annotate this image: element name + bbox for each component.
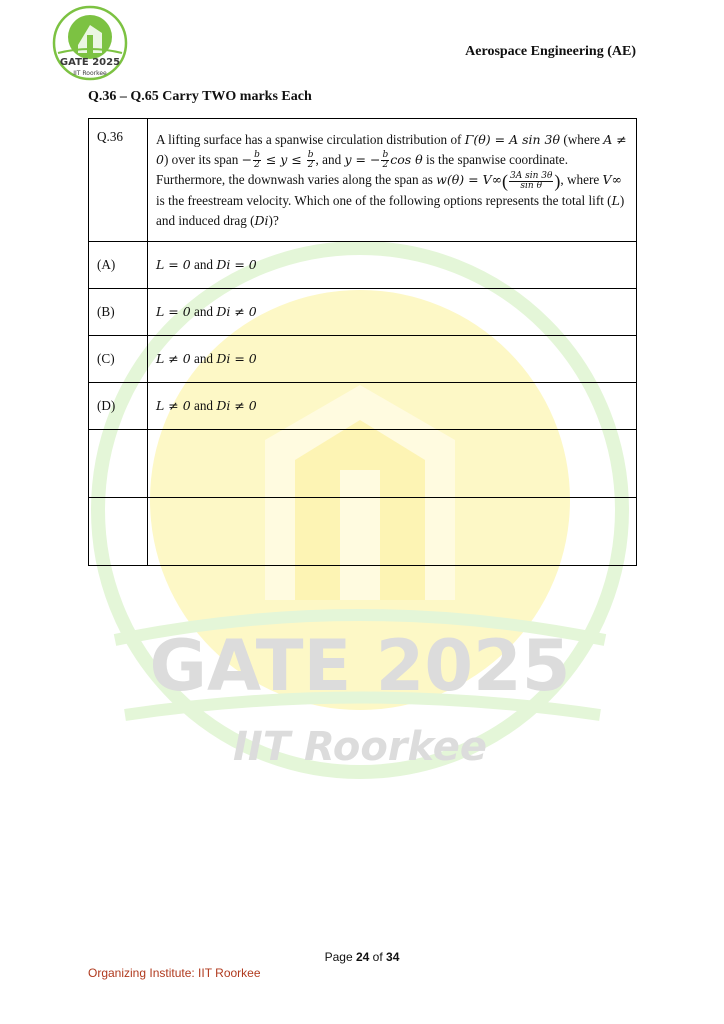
option-label: (D) xyxy=(89,383,148,430)
span-fraction-left: $\frac{b}{2}$ xyxy=(254,150,260,171)
organizer-text: Organizing Institute: IIT Roorkee xyxy=(88,966,261,980)
option-text: L = 0 and Di = 0 xyxy=(148,242,637,289)
page-number: Page 24 of 34 xyxy=(324,950,400,964)
section-title: Q.36 – Q.65 Carry TWO marks Each xyxy=(88,89,312,104)
watermark-subtitle: IIT Roorkee xyxy=(233,724,487,770)
option-row-a xyxy=(89,242,637,289)
option-label: (A) xyxy=(89,242,148,289)
option-label: (B) xyxy=(89,289,148,336)
option-row-c xyxy=(89,336,637,383)
coordinate-expr: y = − xyxy=(344,152,381,167)
option-text: L ≠ 0 and Di = 0 xyxy=(148,336,637,383)
circulation-expr: Γ(θ) = A sin 3θ xyxy=(464,132,561,147)
downwash-expr: w(θ) = V∞ xyxy=(436,172,503,188)
option-row-b xyxy=(89,289,637,336)
gate-logo-icon xyxy=(52,5,128,81)
logo-text: GATE 2025 xyxy=(59,57,121,68)
freestream-symbol: V∞ xyxy=(602,172,622,188)
downwash-fraction: $\frac{\text{3A sin 3θ}}{\text{sin θ}}$ xyxy=(510,170,553,191)
logo-subtext: IIT Roorkee xyxy=(73,70,107,77)
option-text: L ≠ 0 and Di ≠ 0 xyxy=(148,383,637,430)
paper-title: Aerospace Engineering (AE) xyxy=(465,44,636,59)
question-row xyxy=(89,119,637,242)
span-fraction-right: $\frac{b}{2}$ xyxy=(307,150,314,171)
blank-row xyxy=(89,430,637,498)
question-table xyxy=(88,118,637,566)
coordinate-fraction: $\frac{b}{2}$ xyxy=(382,150,389,171)
question-number: Q.36 xyxy=(89,119,148,242)
option-row-d xyxy=(89,383,637,430)
question-text: A lifting surface has a spanwise circulation distribution of Γ(θ) = A sin 3θ (where A ≠ 0) over its span − $\frac{b}{2}$ ≤ y ≤ $\frac{b}{2}$ , and y = − $\frac{b}{2}$ cos θ is the spanwise coordinate. Furthermore, the downwash varies along the span as w(θ) = V∞( $\frac{\text{3A sin 3θ}}{\text{sin θ}}$ ), where V∞ is the freestream velocity. Which one of the following options represents the total lift (L) and induced drag (Di)? xyxy=(148,119,637,242)
watermark-title: GATE 2025 xyxy=(149,625,571,707)
option-text: L = 0 and Di ≠ 0 xyxy=(148,289,637,336)
blank-row xyxy=(89,498,637,566)
condition-expr: A ≠ 0 xyxy=(156,132,627,167)
option-label: (C) xyxy=(89,336,148,383)
